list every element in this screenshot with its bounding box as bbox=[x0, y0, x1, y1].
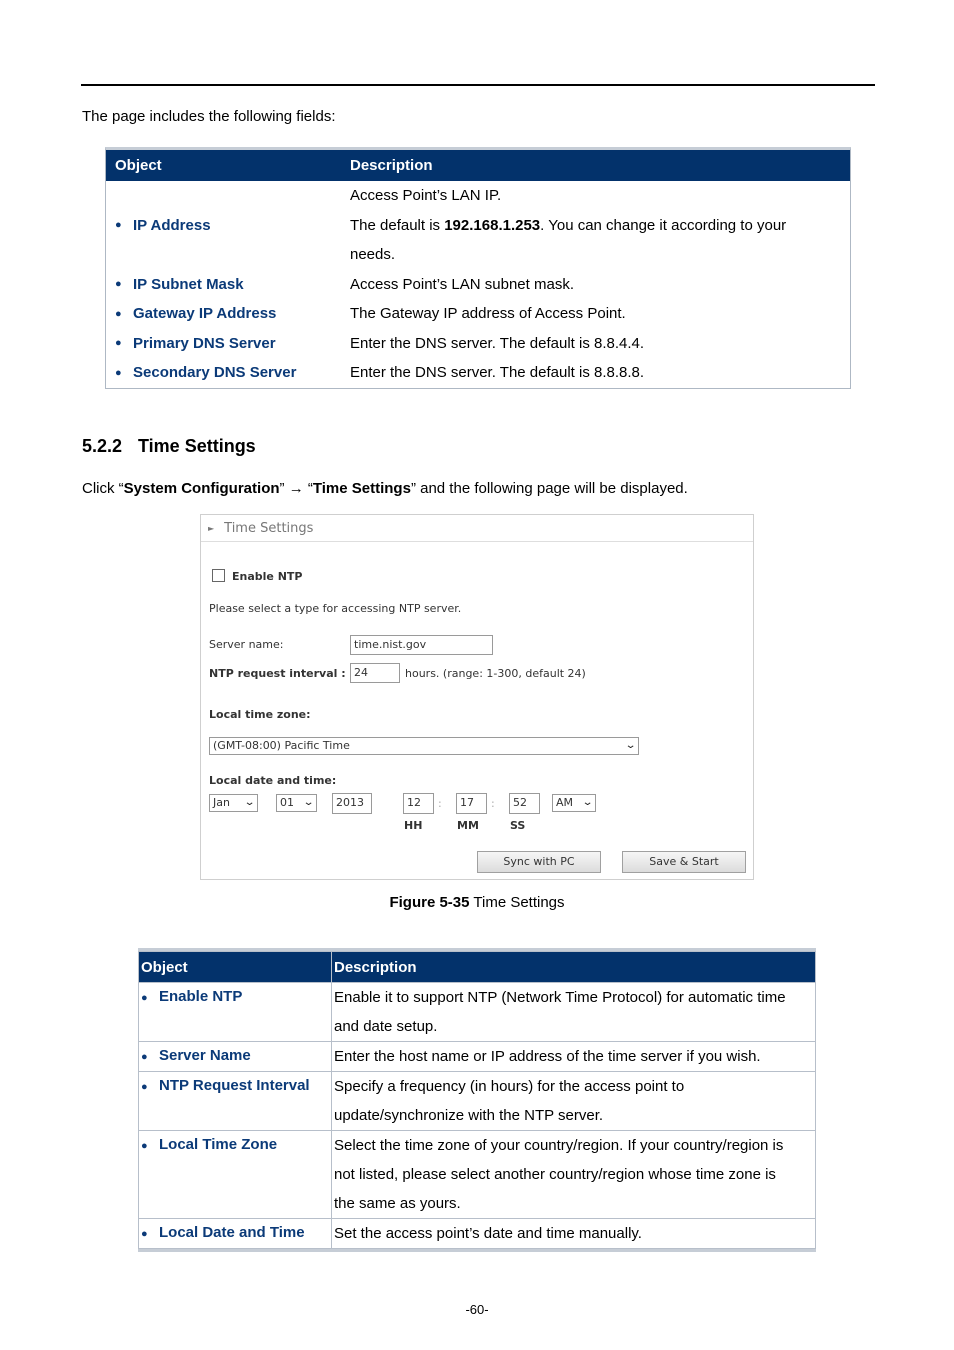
chevron-down-icon: ⌄ bbox=[302, 797, 315, 808]
description-line: the same as yours. bbox=[334, 1195, 461, 1212]
server-name-label: Server name: bbox=[209, 638, 284, 651]
chevron-down-icon: ⌄ bbox=[581, 797, 594, 808]
header-rule bbox=[81, 84, 875, 86]
object-label: IP Address bbox=[133, 216, 211, 234]
triangle-right-icon: ► bbox=[208, 523, 215, 533]
intro-text: The page includes the following fields: bbox=[82, 108, 336, 125]
year-input[interactable]: 2013 bbox=[332, 793, 372, 814]
table-row bbox=[106, 329, 850, 359]
bullet-icon: ● bbox=[115, 337, 122, 350]
table-row bbox=[139, 983, 816, 1042]
bullet-icon: ● bbox=[115, 278, 122, 291]
bullet-icon: ● bbox=[115, 307, 122, 320]
header-object: Object bbox=[139, 952, 332, 983]
panel-title: Time Settings bbox=[224, 520, 314, 536]
object-label: NTP Request Interval bbox=[159, 1077, 310, 1094]
bullet-icon: ● bbox=[115, 219, 122, 232]
table-row bbox=[139, 1072, 816, 1131]
sync-with-pc-button[interactable]: Sync with PC bbox=[477, 851, 601, 873]
navigation-instruction: Click “System Configuration” → “Time Settings” and the following page will be displayed. bbox=[82, 480, 688, 497]
table-row bbox=[139, 1131, 816, 1219]
table-row bbox=[106, 358, 850, 388]
table-row bbox=[139, 1042, 816, 1072]
ntp-type-text: Please select a type for accessing NTP server. bbox=[209, 602, 462, 615]
description-line: Enable it to support NTP (Network Time Protocol) for automatic time bbox=[334, 989, 786, 1006]
date-time-label: Local date and time: bbox=[209, 774, 337, 787]
object-label: Enable NTP bbox=[159, 988, 243, 1005]
description-line: Access Point’s LAN subnet mask. bbox=[350, 275, 574, 293]
section-heading bbox=[82, 436, 256, 457]
description-line: update/synchronize with the NTP server. bbox=[334, 1107, 604, 1124]
time-zone-select[interactable] bbox=[209, 737, 639, 755]
hh-label: HH bbox=[404, 819, 423, 832]
chevron-down-icon: ⌄ bbox=[624, 740, 637, 751]
description-line: Set the access point’s date and time manually. bbox=[334, 1225, 642, 1242]
mm-label: MM bbox=[457, 819, 479, 832]
object-label: Gateway IP Address bbox=[133, 305, 277, 323]
table-row bbox=[106, 270, 850, 300]
interval-hint: hours. (range: 1-300, default 24) bbox=[405, 667, 586, 680]
bullet-icon: ● bbox=[141, 1140, 148, 1152]
save-start-button[interactable]: Save & Start bbox=[622, 851, 746, 873]
time-zone-value: (GMT-08:00) Pacific Time bbox=[213, 739, 350, 752]
description-line: Access Point’s LAN IP. bbox=[350, 187, 502, 204]
object-label: Local Time Zone bbox=[159, 1136, 278, 1153]
object-label: Secondary DNS Server bbox=[133, 364, 297, 382]
month-select[interactable]: Jan ⌄ bbox=[209, 794, 258, 812]
ss-label: SS bbox=[510, 819, 526, 832]
bullet-icon: ● bbox=[115, 366, 122, 379]
header-description: Description bbox=[332, 952, 816, 983]
object-label: Server Name bbox=[159, 1047, 251, 1064]
minute-input[interactable]: 17 bbox=[456, 793, 487, 814]
server-name-input[interactable]: time.nist.gov bbox=[350, 635, 493, 655]
header-description: Description bbox=[350, 157, 433, 174]
section-title: Time Settings bbox=[138, 436, 256, 456]
table-row bbox=[139, 1219, 816, 1249]
table-row bbox=[106, 181, 850, 270]
day-select[interactable]: 01 ⌄ bbox=[276, 794, 317, 812]
bullet-icon: ● bbox=[141, 1051, 148, 1063]
second-input[interactable]: 52 bbox=[509, 793, 540, 814]
time-colon: : bbox=[438, 797, 442, 810]
bullet-icon: ● bbox=[141, 1228, 148, 1240]
ip-fields-table bbox=[105, 147, 851, 389]
object-label: IP Subnet Mask bbox=[133, 275, 244, 293]
table-header bbox=[139, 952, 816, 983]
page-number: -60- bbox=[465, 1302, 489, 1317]
header-object: Object bbox=[115, 157, 162, 174]
time-zone-label: Local time zone: bbox=[209, 708, 311, 721]
description-line: Enter the DNS server. The default is 8.8.4.4. bbox=[350, 334, 645, 352]
ampm-select[interactable]: AM ⌄ bbox=[552, 794, 596, 812]
description-line: Specify a frequency (in hours) for the access point to bbox=[334, 1078, 685, 1095]
figure-caption: Figure 5-35 Time Settings bbox=[389, 894, 565, 911]
description-line: not listed, please select another country/region whose time zone is bbox=[334, 1166, 776, 1183]
time-colon: : bbox=[491, 797, 495, 810]
time-settings-screenshot bbox=[200, 514, 754, 880]
enable-ntp-checkbox[interactable] bbox=[212, 569, 225, 582]
description-line: Enter the DNS server. The default is 8.8.8.8. bbox=[350, 364, 645, 381]
description-line: The default is 192.168.1.253. You can change it according to your bbox=[350, 216, 787, 234]
hour-input[interactable]: 12 bbox=[403, 793, 434, 814]
description-line: Enter the host name or IP address of the time server if you wish. bbox=[334, 1048, 761, 1065]
description-line: The Gateway IP address of Access Point. bbox=[350, 305, 626, 322]
table-header bbox=[106, 150, 850, 181]
bullet-icon: ● bbox=[141, 992, 148, 1004]
interval-label: NTP request interval : bbox=[209, 667, 346, 680]
chevron-down-icon: ⌄ bbox=[243, 797, 256, 808]
bullet-icon: ● bbox=[141, 1081, 148, 1093]
section-number: 5.2.2 bbox=[82, 436, 123, 456]
enable-ntp-label: Enable NTP bbox=[232, 570, 303, 583]
description-line: and date setup. bbox=[334, 1018, 438, 1035]
description-line: needs. bbox=[350, 246, 396, 263]
time-fields-table bbox=[138, 948, 816, 1252]
panel-titlebar bbox=[201, 515, 753, 542]
table-row bbox=[106, 299, 850, 329]
object-label: Local Date and Time bbox=[159, 1224, 305, 1241]
interval-input[interactable]: 24 bbox=[350, 663, 400, 683]
object-label: Primary DNS Server bbox=[133, 334, 276, 352]
description-line: Select the time zone of your country/region. If your country/region is bbox=[334, 1137, 784, 1154]
